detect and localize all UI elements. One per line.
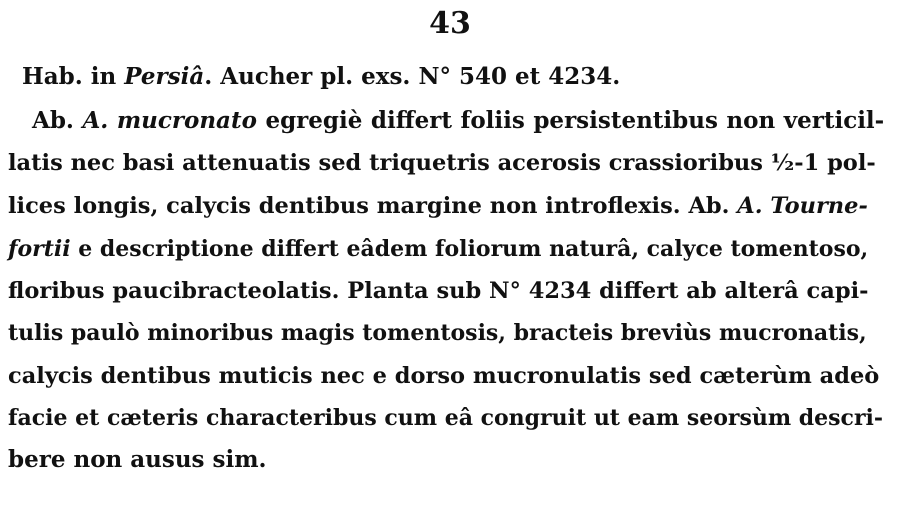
text-line-7	[8, 316, 867, 350]
text-line-6	[8, 274, 868, 308]
italic-span: Persiâ	[124, 63, 205, 90]
text-line-3	[8, 146, 876, 180]
text-line-1	[22, 60, 620, 94]
page-number: 43	[429, 6, 471, 41]
text-span: . Aucher pl. exs. N° 540 et 4234.	[204, 63, 621, 90]
text-span: calycis dentibus muticis nec e dorso mucronulatis sed cæterùm adeò	[8, 363, 880, 389]
italic-span: fortii	[8, 236, 71, 262]
text-span: latis nec basi attenuatis sed triquetris acerosis crassioribus ½-1 pol-	[8, 150, 876, 176]
text-span: lices longis, calycis dentibus margine non introflexis. Ab.	[8, 193, 738, 219]
text-line-10	[8, 443, 267, 477]
text-span: facie et cæteris characteribus cum eâ congruit ut eam seorsùm descri-	[8, 405, 884, 431]
text-line-4	[8, 189, 868, 223]
text-span: tulis paulò minoribus magis tomentosis, bracteis breviùs mucronatis,	[8, 320, 867, 346]
text-span: egregiè differt foliis persistentibus non verticil-	[256, 107, 885, 134]
text-span: Ab.	[32, 107, 83, 134]
text-line-5	[8, 232, 868, 266]
text-span: Hab. in	[22, 63, 125, 90]
text-span: bere non ausus sim.	[8, 446, 267, 473]
text-line-8	[8, 359, 879, 393]
text-span: floribus paucibracteolatis. Planta sub N° 4234 differt ab alterâ capi-	[8, 278, 869, 304]
italic-span: A. Tourne-	[737, 193, 868, 219]
italic-span: A. mucronato	[82, 107, 257, 134]
text-line-9	[8, 401, 883, 435]
text-line-2	[32, 104, 884, 138]
text-span: e descriptione differt eâdem foliorum naturâ, calyce tomentoso,	[70, 236, 869, 262]
